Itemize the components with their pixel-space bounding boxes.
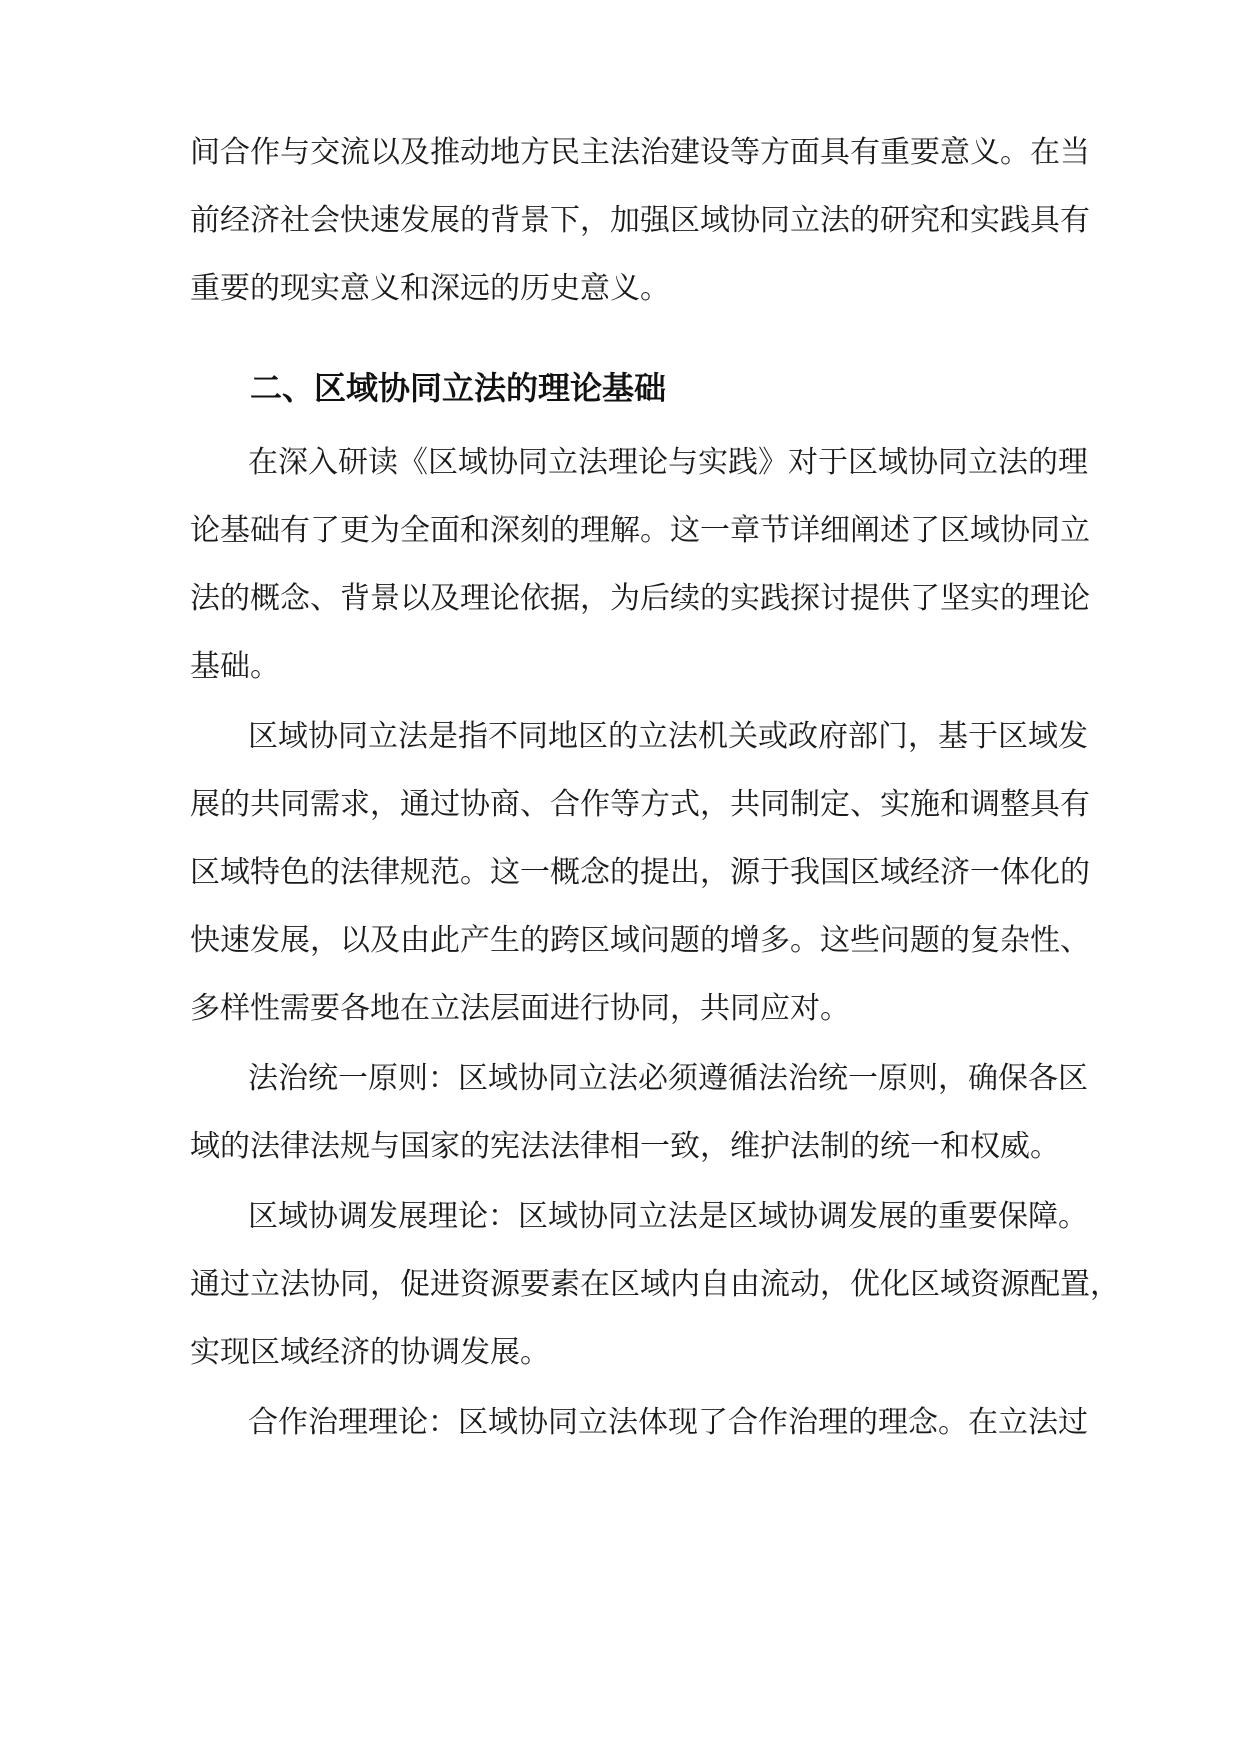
paragraph-3-line-1: 法治统一原则：区域协同立法必须遵循法治统一原则，确保各区 [248,1061,1088,1096]
paragraph-1-line-3: 法的概念、背景以及理论依据，为后续的实践探讨提供了坚实的理论 [190,581,1090,616]
paragraph-4-line-2: 通过立法协同，促进资源要素在区域内自由流动，优化区域资源配置， [190,1267,1120,1302]
paragraph-4-line-1: 区域协调发展理论：区域协同立法是区域协调发展的重要保障。 [248,1199,1088,1234]
intro-line-1: 间合作与交流以及推动地方民主法治建设等方面具有重要意义。在当 [190,135,1090,170]
paragraph-1-line-2: 论基础有了更为全面和深刻的理解。这一章节详细阐述了区域协同立 [190,513,1090,548]
paragraph-2-line-1: 区域协同立法是指不同地区的立法机关或政府部门，基于区域发 [248,719,1088,754]
paragraph-2-line-4: 快速发展，以及由此产生的跨区域问题的增多。这些问题的复杂性、 [190,923,1090,958]
intro-line-2: 前经济社会快速发展的背景下，加强区域协同立法的研究和实践具有 [190,203,1090,238]
paragraph-2-line-5: 多样性需要各地在立法层面进行协同，共同应对。 [190,991,850,1026]
paragraph-5-line-1: 合作治理理论：区域协同立法体现了合作治理的理念。在立法过 [248,1405,1088,1440]
intro-line-3: 重要的现实意义和深远的历史意义。 [190,271,670,306]
paragraph-3-line-2: 域的法律法规与国家的宪法法律相一致，维护法制的统一和权威。 [190,1129,1060,1164]
paragraph-1-line-4: 基础。 [190,649,280,684]
paragraph-1-line-1: 在深入研读《区域协同立法理论与实践》对于区域协同立法的理 [248,445,1088,480]
paragraph-2-line-3: 区域特色的法律规范。这一概念的提出，源于我国区域经济一体化的 [190,855,1090,890]
paragraph-4-line-3: 实现区域经济的协调发展。 [190,1335,550,1370]
paragraph-2-line-2: 展的共同需求，通过协商、合作等方式，共同制定、实施和调整具有 [190,787,1090,822]
section-heading: 二、区域协同立法的理论基础 [250,369,667,407]
